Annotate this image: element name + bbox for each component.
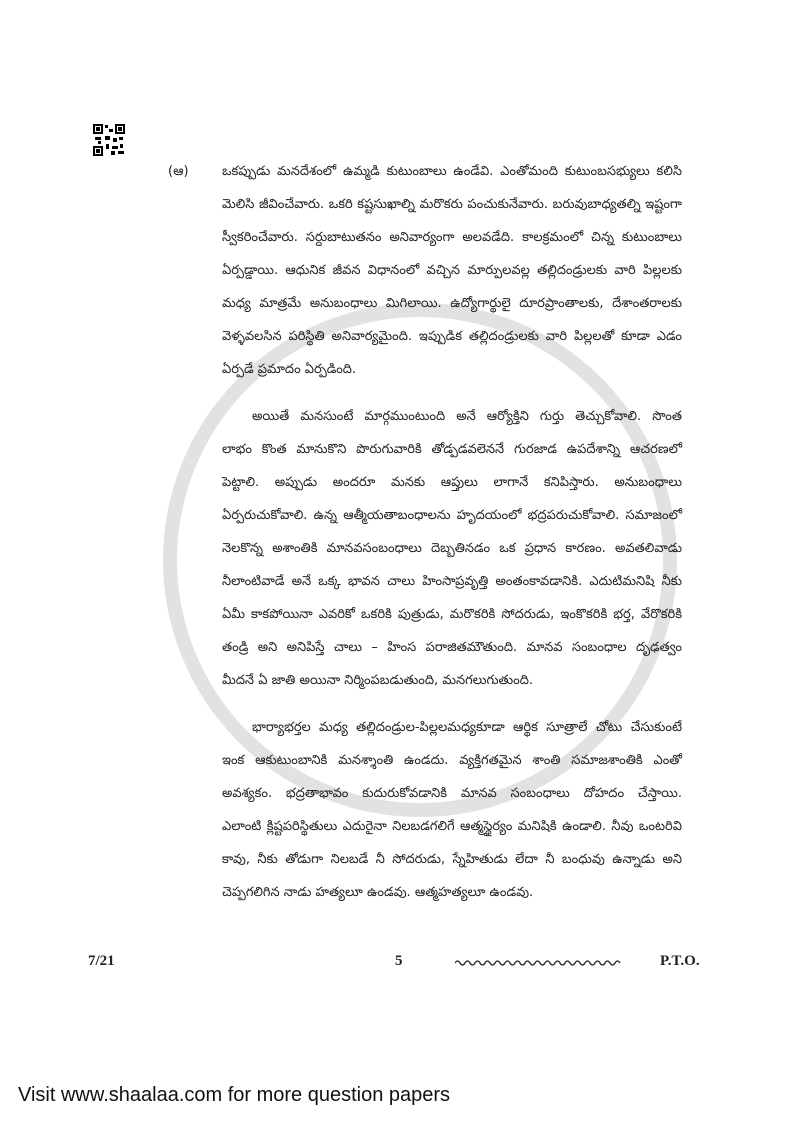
text-line: ఏర్పడ్డాయి. ఆధునిక జీవన విధానంలో వచ్చిన మార్పులవల్ల తల్లిదండ్రులకు వారి పిల్లలకు	[222, 263, 682, 278]
text-line: చెప్పగలిగిన నాడు హత్యలూ ఉండవు. ఆత్మహత్యలూ ఉండవు.	[222, 885, 534, 900]
text-line: ఒకప్పుడు మనదేశంలో ఉమ్మడి కుటుంబాలు ఉండేవి. ఎంతోమంది కుటుంబసభ్యులు కలిసి	[222, 164, 682, 179]
passage	[168, 160, 682, 953]
paragraph-3	[222, 716, 682, 914]
visit-website-link[interactable]: Visit www.shaalaa.com for more question papers	[18, 1084, 451, 1106]
text-line: ఎలాంటి క్లిష్టపరిస్థితులు ఎదురైనా నిలబడగలిగే ఆత్మస్థైర్యం మనిషికి ఉండాలి. నీవు ఒంటరివి	[222, 819, 682, 834]
text-line: మధ్య మాత్రమే అనుబంధాలు మిగిలాయి. ఉద్యోగార్థులై దూరప్రాంతాలకు, దేశాంతరాలకు	[222, 296, 682, 311]
text-line: మెలిసి జీవించేవారు. ఒకరి కష్టసుఖాల్ని మరొకరు పంచుకునేవారు. బరువుబాధ్యతల్ని ఇష్టంగా	[222, 197, 682, 212]
text-line: అవశ్యకం. భద్రతాభావం కుదురుకోవడానికి మానవ సంబంధాలు దోహదం చేస్తాయి.	[222, 786, 682, 801]
text-line: ఇంక ఆకుటుంబానికి మనశ్శాంతి ఉండదు. వ్యక్తిగతమైన శాంతి సమాజశాంతికి ఎంతో	[222, 753, 682, 768]
pto-label: P.T.O.	[660, 953, 700, 969]
text-line: ఏమీ కాకపోయినా ఎవరికో ఒకరికి పుత్రుడు, మరొకరికి సోదరుడు, ఇంకొకరికి భర్త, వేరొకరికి	[222, 607, 682, 622]
paragraph-2	[222, 405, 682, 702]
text-line: వెళ్ళవలసిన పరిస్థితి అనివార్యమైంది. ఇప్పుడిక తల్లిదండ్రులకు వారి పిల్లలతో కూడా ఎడం	[222, 329, 682, 344]
text-line: అయితే మనసుంటే మార్గముంటుంది అనే ఆర్యోక్తిని గుర్తు తెచ్చుకోవాలి. సొంత	[252, 409, 682, 424]
text-line: లాభం కొంత మానుకొని పొరుగువారికి తోడ్పడవలెననే గురజాడ ఉపదేశాన్ని ఆచరణలో	[222, 442, 682, 457]
text-line: నెలకొన్న అశాంతికి మానవసంబంధాలు దెబ్బతినడం ఒక ప్రధాన కారణం. అవతలివాడు	[222, 541, 682, 556]
section-label: (ఆ)	[168, 164, 189, 179]
page-number: 5	[395, 953, 403, 969]
text-line: భార్యాభర్తల మధ్య తల్లిదండ్రుల-పిల్లలమధ్యకూడా ఆర్థిక సూత్రాలే చోటు చేసుకుంటే	[252, 720, 682, 735]
wavy-line-divider	[455, 958, 623, 968]
text-line: నీలాంటివాడే అనే ఒక్క భావన చాలు హింసాప్రవృత్తి అంతంకావడానికి. ఎదుటిమనిషి నీకు	[222, 574, 682, 589]
page-footer	[0, 953, 800, 983]
text-line: ఏర్పరుచుకోవాలి. ఉన్న ఆత్మీయతాబంధాలను హృదయంలో భద్రపరుచుకోవాలి. సమాజంలో	[222, 508, 682, 523]
text-line: కావు, నీకు తోడుగా నిలబడే నీ సోదరుడు, స్నేహితుడు లేదా నీ బంధువు ఉన్నాడు అని	[222, 852, 682, 867]
text-line: పెట్టాలి. అప్పుడు అందరూ మనకు ఆప్తులు లాగానే కనిపిస్తారు. అనుబంధాలు	[222, 475, 682, 490]
paragraph-1	[222, 160, 682, 391]
text-line: మీదనే ఏ జాతి అయినా నిర్మింపబడుతుంది, మనగలుగుతుంది.	[222, 673, 534, 688]
text-line: తండ్రి అని అనిపిస్తే చాలు – హింస పరాజితమౌతుంది. మానవ సంబంధాల దృఢత్వం	[222, 640, 682, 655]
text-line: స్వీకరించేవారు. సర్దుబాటుతనం అనివార్యంగా అలవడేది. కాలక్రమంలో చిన్న కుటుంబాలు	[222, 230, 682, 245]
text-line: ఏర్పడే ప్రమాదం ఏర్పడింది.	[222, 362, 357, 377]
paper-code: 7/21	[88, 953, 115, 969]
